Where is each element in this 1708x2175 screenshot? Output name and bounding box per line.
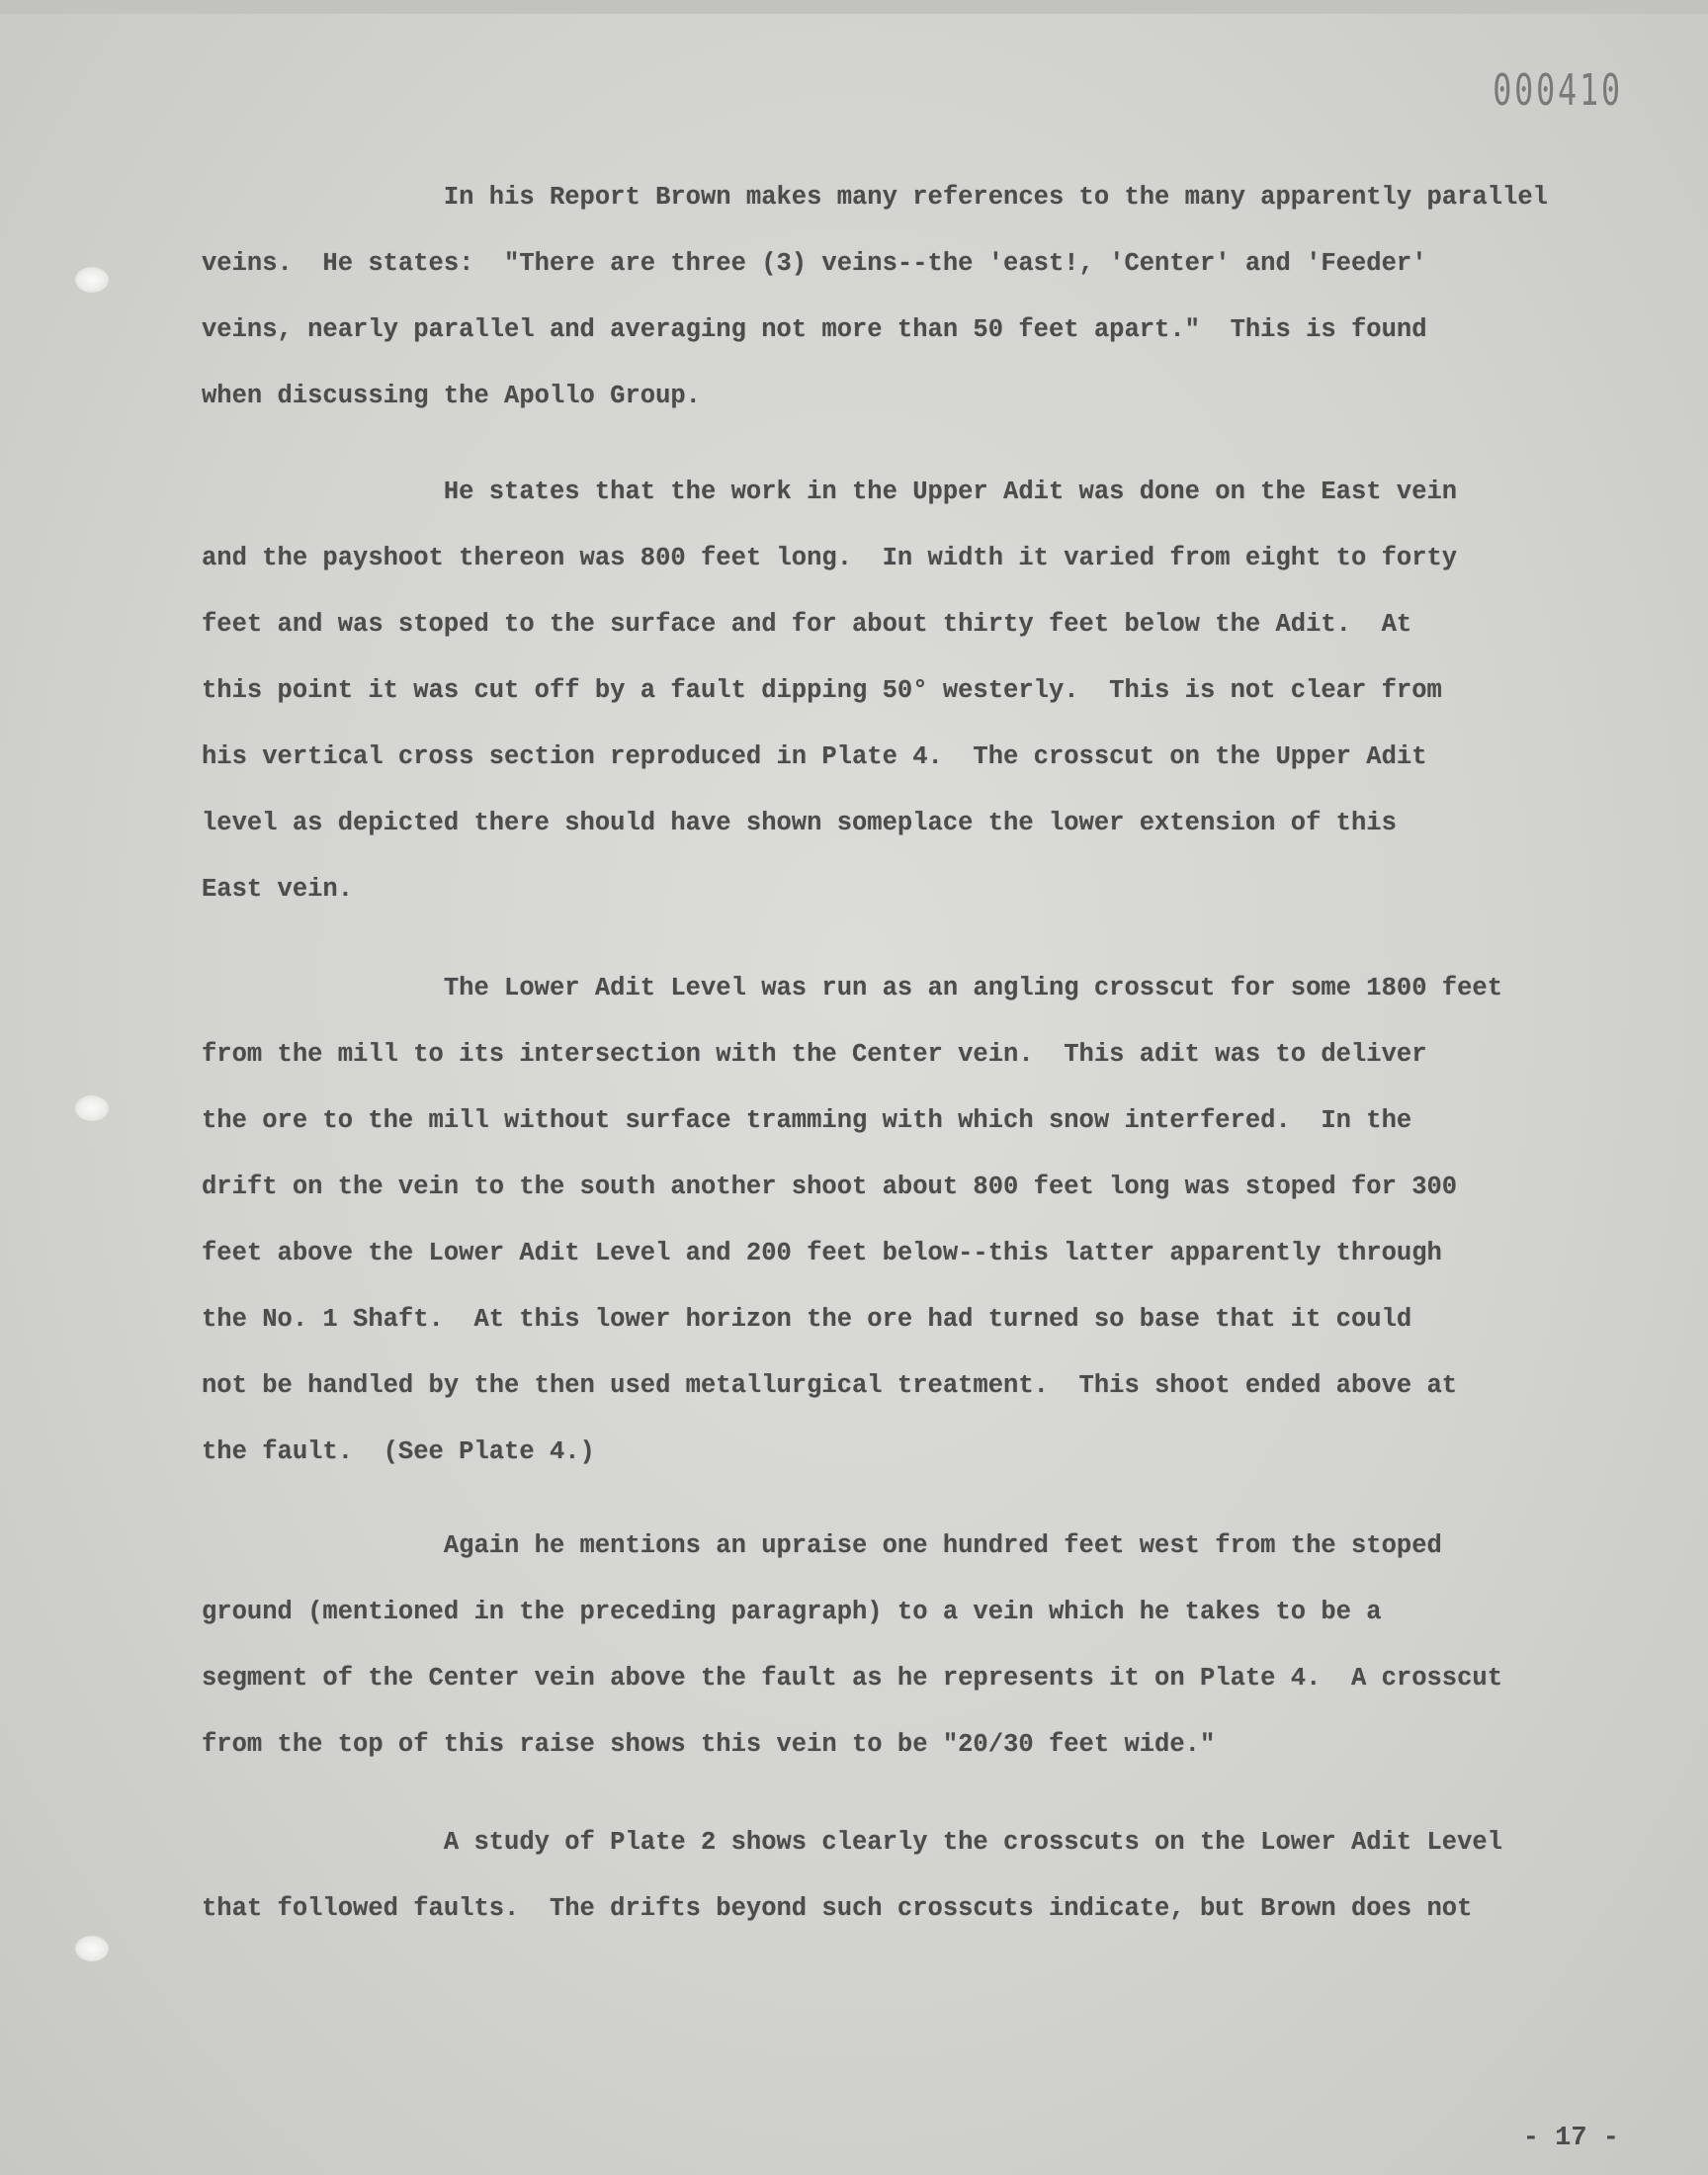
paragraph-4 (202, 1513, 1625, 1778)
text-line: veins. He states: "There are three (3) veins--the 'east!, 'Center' and 'Feeder' (202, 249, 1427, 278)
text-line: this point it was cut off by a fault dipping 50° westerly. This is not clear from (202, 676, 1442, 705)
text-line: feet above the Lower Adit Level and 200 feet below--this latter apparently through (202, 1239, 1442, 1267)
text-line: his vertical cross section reproduced in Plate 4. The crosscut on the Upper Adit (202, 742, 1427, 771)
text-line: veins, nearly parallel and averaging not more than 50 feet apart." This is found (202, 315, 1427, 344)
text-line: He states that the work in the Upper Adit was done on the East vein (202, 478, 1458, 506)
text-line: feet and was stoped to the surface and for about thirty feet below the Adit. At (202, 610, 1412, 639)
punch-hole-bottom (75, 1936, 109, 1961)
text-line: the ore to the mill without surface tramming with which snow interfered. In the (202, 1106, 1412, 1135)
document-number: 000410 (1493, 65, 1623, 116)
paragraph-3 (202, 955, 1625, 1485)
punch-hole-middle (75, 1095, 109, 1121)
text-line: Again he mentions an upraise one hundred feet west from the stoped (202, 1531, 1442, 1560)
paragraph-5 (202, 1809, 1625, 1942)
text-line: The Lower Adit Level was run as an angling crosscut for some 1800 feet (202, 974, 1503, 1002)
text-line: In his Report Brown makes many references to the many apparently parallel (202, 183, 1548, 212)
text-line: from the top of this raise shows this vein to be "20/30 feet wide." (202, 1730, 1216, 1759)
text-line: drift on the vein to the south another shoot about 800 feet long was stoped for 300 (202, 1173, 1458, 1201)
text-line: ground (mentioned in the preceding paragraph) to a vein which he takes to be a (202, 1598, 1382, 1626)
text-line: when discussing the Apollo Group. (202, 382, 701, 410)
text-line: the fault. (See Plate 4.) (202, 1437, 595, 1466)
punch-hole-top (75, 267, 109, 293)
text-line: level as depicted there should have shown someplace the lower extension of this (202, 809, 1397, 837)
text-line: and the payshoot thereon was 800 feet long. In width it varied from eight to forty (202, 544, 1458, 572)
text-line: the No. 1 Shaft. At this lower horizon the ore had turned so base that it could (202, 1305, 1412, 1334)
text-line: not be handled by the then used metallurgical treatment. This shoot ended above at (202, 1371, 1458, 1400)
paragraph-1 (202, 164, 1625, 429)
paragraph-2 (202, 459, 1625, 922)
text-line: from the mill to its intersection with the Center vein. This adit was to deliver (202, 1040, 1427, 1069)
text-line: East vein. (202, 875, 354, 904)
text-line: that followed faults. The drifts beyond such crosscuts indicate, but Brown does not (202, 1894, 1473, 1923)
text-line: segment of the Center vein above the fault as he represents it on Plate 4. A crosscut (202, 1664, 1503, 1693)
page-number: - 17 - (1522, 2124, 1619, 2153)
text-line: A study of Plate 2 shows clearly the crosscuts on the Lower Adit Level (202, 1828, 1503, 1857)
page-top-edge (0, 0, 1708, 14)
